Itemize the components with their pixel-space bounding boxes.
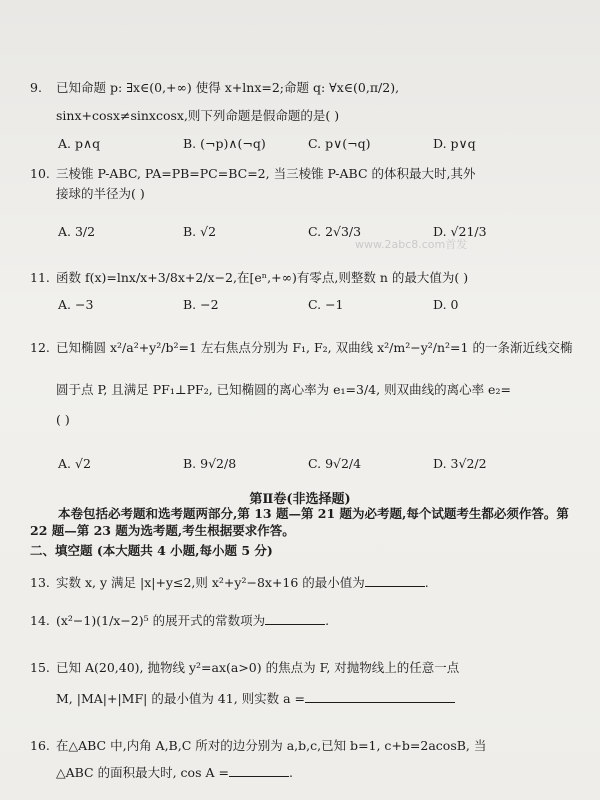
option-b: B. −2 <box>183 297 219 312</box>
question-text: 已知 A(20,40), 抛物线 y²=ax(a>0) 的焦点为 F, 对抛物线上的任意一点 <box>56 660 460 675</box>
question-12-line3: ( ) <box>56 412 70 427</box>
option-a: A. √2 <box>58 456 91 471</box>
option-a: A. 3/2 <box>58 224 96 239</box>
option-a: A. p∧q <box>58 136 101 151</box>
option-b: B. (¬p)∧(¬q) <box>183 136 266 151</box>
fill-in-section-title: 二、填空题 (本大题共 4 小题,每小题 5 分) <box>30 543 273 558</box>
watermark: www.2abc8.com首发 <box>355 238 468 251</box>
option-b: B. √2 <box>183 224 217 239</box>
question-12-line2: 圆于点 P, 且满足 PF₁⊥PF₂, 已知椭圆的离心率为 e₁=3/4, 则双曲线的离心率 e₂= <box>56 382 511 397</box>
question-16-line2: △ABC 的面积最大时, cos A = . <box>56 765 293 780</box>
question-number: 9. <box>30 80 42 95</box>
option-b: B. 9√2/8 <box>183 456 237 471</box>
question-text: 在△ABC 中,内角 A,B,C 所对的边分别为 a,b,c,已知 b=1, c+b=2acosB, 当 <box>56 738 487 753</box>
question-15 <box>30 660 459 676</box>
option-c: C. −1 <box>308 297 344 312</box>
option-c: C. p∨(¬q) <box>308 136 371 151</box>
question-10-line2: 接球的半径为( ) <box>56 186 145 201</box>
question-10 <box>30 166 475 182</box>
question-text: 实数 x, y 满足 |x|+y≤2,则 x²+y²−8x+16 的最小值为 <box>56 575 365 590</box>
option-d: D. p∨q <box>433 136 476 151</box>
question-16 <box>30 738 486 754</box>
question-9 <box>30 80 399 96</box>
option-c: C. 9√2/4 <box>308 456 362 471</box>
answer-blank[interactable] <box>365 574 425 587</box>
question-number: 13. <box>30 575 50 590</box>
section-description: 本卷包括必考题和选考题两部分,第 13 题—第 21 题为必考题,每个试题考生都必须作答。第 22 题—第 23 题为选考题,考生根据要求作答。 <box>30 506 569 538</box>
section-title: 第Ⅱ卷(非选择题) <box>249 492 351 507</box>
option-d: D. 0 <box>433 297 459 312</box>
question-text: M, |MA|+|MF| 的最小值为 41, 则实数 a = <box>56 691 306 706</box>
option-a: A. −3 <box>58 297 94 312</box>
question-text: (x²−1)(1/x−2)⁵ 的展开式的常数项为 <box>56 613 266 628</box>
question-number: 10. <box>30 166 50 181</box>
question-number: 15. <box>30 660 50 675</box>
question-11 <box>30 270 468 286</box>
question-text: 已知命题 p: ∃x∈(0,+∞) 使得 x+lnx=2;命题 q: ∀x∈(0,π/2), <box>56 80 400 95</box>
question-text: △ABC 的面积最大时, cos A = <box>56 765 229 780</box>
question-number: 14. <box>30 613 50 628</box>
option-c: C. 2√3/3 <box>308 224 362 239</box>
question-14: 14. (x²−1)(1/x−2)⁵ 的展开式的常数项为 . <box>30 613 330 628</box>
question-12 <box>30 340 572 356</box>
question-13: 13. 实数 x, y 满足 |x|+y≤2,则 x²+y²−8x+16 的最小值为 . <box>30 575 429 590</box>
question-9-line2: sinx+cosx≠sinxcosx,则下列命题是假命题的是( ) <box>56 108 340 123</box>
question-15-line2 <box>56 690 455 707</box>
question-number: 11. <box>30 270 50 285</box>
question-text: 三棱锥 P-ABC, PA=PB=PC=BC=2, 当三棱锥 P-ABC 的体积最大时,其外 <box>56 166 476 181</box>
question-text: 函数 f(x)=lnx/x+3/8x+2/x−2,在[eⁿ,+∞)有零点,则整数 n 的最大值为( ) <box>56 270 469 285</box>
option-d: D. √21/3 <box>433 224 487 239</box>
answer-blank[interactable] <box>305 690 455 703</box>
option-d: D. 3√2/2 <box>433 456 487 471</box>
answer-blank[interactable] <box>265 612 325 625</box>
question-number: 16. <box>30 738 50 753</box>
question-text: 已知椭圆 x²/a²+y²/b²=1 左右焦点分别为 F₁, F₂, 双曲线 x²/m²−y²/n²=1 的一条渐近线交椭 <box>56 340 573 355</box>
answer-blank[interactable] <box>229 764 289 777</box>
question-number: 12. <box>30 340 50 355</box>
